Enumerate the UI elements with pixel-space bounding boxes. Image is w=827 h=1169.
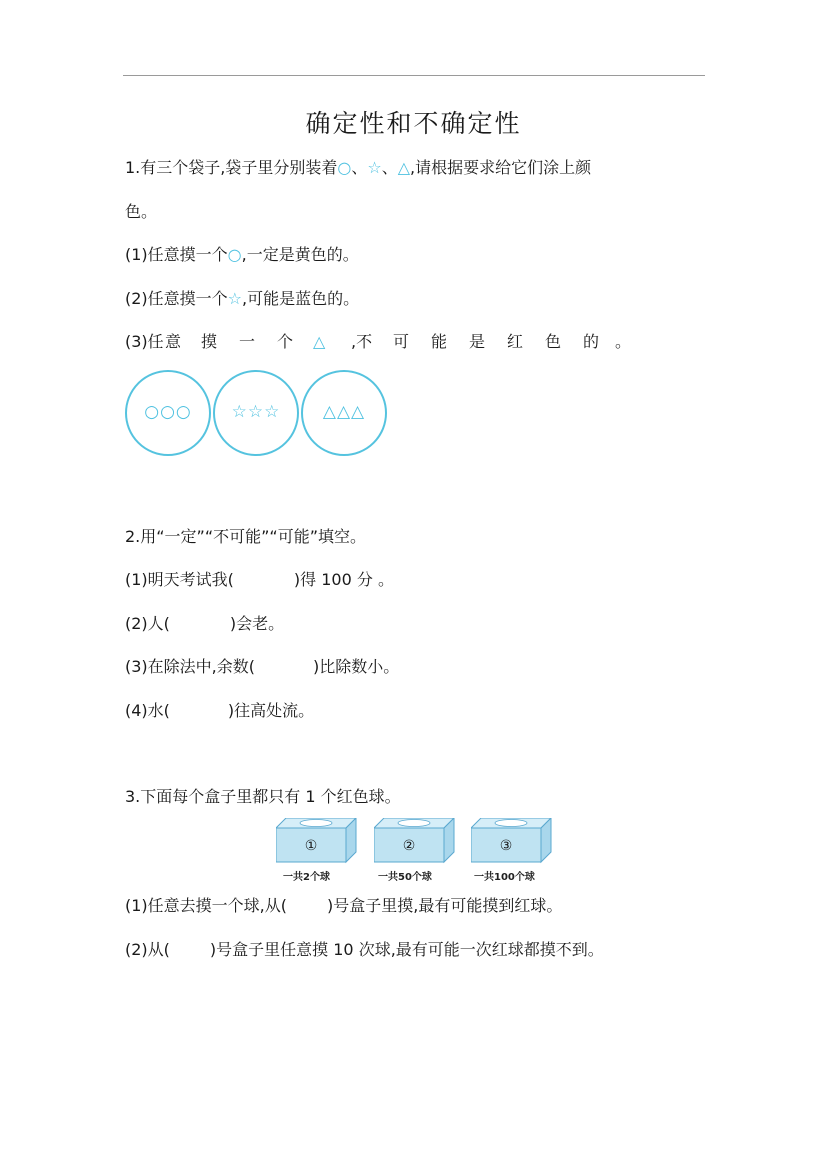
q3-s1-text: (1)任意去摸一个球,从(: [125, 896, 287, 915]
bag-triangles[interactable]: [301, 370, 387, 456]
q2-item-2: [125, 611, 284, 634]
q2-item-3: [125, 654, 399, 677]
q3-s2-text-end: )号盒子里任意摸 10 次球,最有可能一次红球都摸不到。: [209, 940, 604, 959]
q3-s2-text: (2)从(: [125, 940, 170, 959]
q1-s3-char: 色: [545, 332, 562, 351]
page-title: 确定性和不确定性: [305, 109, 522, 138]
q1-s3-char: 能: [431, 332, 448, 351]
q3-heading: 3.下面每个盒子里都只有 1 个红色球。: [125, 787, 401, 806]
q1-prompt-line1: [125, 155, 591, 178]
q1-s3-char: (3)任: [125, 332, 164, 351]
box-1[interactable]: [276, 818, 358, 864]
box-3-label: 一共100个球: [474, 872, 535, 883]
q2-item-text: (3)在除法中,余数(: [125, 657, 255, 676]
q1-s3-char: 的: [583, 332, 600, 351]
q1-s3-char: 意: [165, 332, 182, 351]
q1-s1-text: (1)任意摸一个: [125, 245, 228, 264]
q3-subquestion-2: [125, 937, 604, 960]
bag-circles-content: ○○○: [144, 402, 192, 422]
separator: 、: [351, 158, 368, 177]
q1-s3-char: 。: [615, 332, 632, 351]
q1-prompt-line2: 色。: [125, 202, 158, 221]
bag-stars-content: ☆☆☆: [231, 402, 281, 422]
header-rule: [123, 75, 705, 76]
box-number: ①: [304, 838, 318, 854]
box-3[interactable]: [471, 818, 553, 864]
q1-s3-char: 一: [239, 332, 256, 351]
q1-subquestion-2: [125, 286, 359, 309]
q2-heading: 2.用“一定”“不可能”“可能”填空。: [125, 527, 367, 546]
star-icon: ☆: [227, 289, 243, 308]
q1-s3-char: 可: [393, 332, 410, 351]
box-2[interactable]: [374, 818, 456, 864]
circle-icon: ○: [227, 245, 242, 264]
q2-item-1: [125, 567, 394, 590]
q1-s3-char: 个: [277, 332, 294, 351]
q1-subquestion-3: [125, 329, 631, 352]
q1-prompt-text-end: ,请根据要求给它们涂上颜: [410, 158, 592, 177]
q2-item-4: [125, 698, 314, 721]
q1-s1-text-end: ,一定是黄色的。: [241, 245, 359, 264]
box-1-label: 一共2个球: [283, 872, 330, 883]
q1-prompt-text: 有三个袋子,袋子里分别装着: [140, 158, 338, 177]
separator: 、: [381, 158, 398, 177]
q2-item-text: (4)水(: [125, 701, 170, 720]
triangle-icon: △: [313, 332, 326, 351]
q2-item-text-end: )得 100 分 。: [293, 570, 394, 589]
circle-icon: ○: [337, 158, 352, 177]
box-number: ③: [499, 838, 513, 854]
q1-subquestion-1: [125, 242, 359, 265]
q2-item-text: (1)明天考试我(: [125, 570, 234, 589]
star-icon: ☆: [367, 158, 382, 177]
box-number: ②: [402, 838, 416, 854]
bag-circles[interactable]: [125, 370, 211, 456]
q1-s2-text: (2)任意摸一个: [125, 289, 228, 308]
bag-stars[interactable]: [213, 370, 299, 456]
q1-s3-char: 摸: [201, 332, 218, 351]
q2-item-text-end: )比除数小。: [313, 657, 400, 676]
q1-s2-text-end: ,可能是蓝色的。: [242, 289, 360, 308]
q1-s3-char: 红: [507, 332, 524, 351]
q1-number: 1.: [125, 158, 141, 177]
q2-item-text-end: )会老。: [229, 614, 285, 633]
q3-s1-text-end: )号盒子里摸,最有可能摸到红球。: [327, 896, 563, 915]
bag-triangles-content: △△△: [322, 402, 366, 422]
q1-s3-char: ,不: [351, 332, 373, 351]
q3-subquestion-1: [125, 893, 562, 916]
box-2-label: 一共50个球: [378, 872, 432, 883]
q2-item-text-end: )往高处流。: [227, 701, 315, 720]
q1-s3-char: 是: [469, 332, 486, 351]
triangle-icon: △: [397, 158, 411, 177]
q2-item-text: (2)人(: [125, 614, 170, 633]
